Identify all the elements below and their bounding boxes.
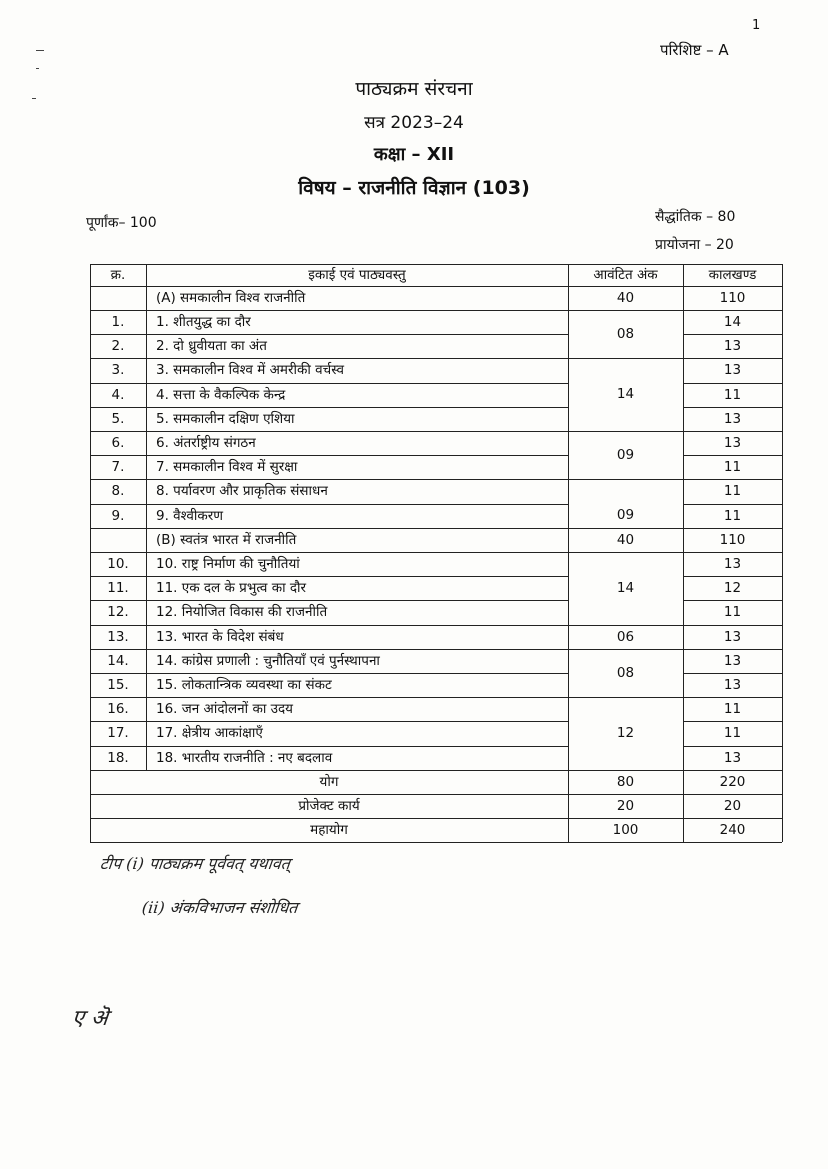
row-title: 6. अंतर्राष्ट्रीय संगठन bbox=[156, 435, 256, 451]
handwritten-note-2: (ii) अंकविभाजन संशोधित bbox=[140, 898, 299, 917]
row-periods: 13 bbox=[723, 338, 742, 355]
project-marks: प्रायोजना – 20 bbox=[655, 237, 734, 253]
row-title: 11. एक दल के प्रभुत्व का दौर bbox=[156, 580, 307, 597]
total-label: प्रोजेक्ट कार्य bbox=[298, 797, 360, 814]
total-periods-value: 240 bbox=[719, 821, 746, 838]
row-periods: 11 bbox=[723, 483, 742, 500]
row-serial: 8. bbox=[111, 483, 125, 500]
row-serial: 9. bbox=[111, 507, 125, 524]
table-rule bbox=[90, 842, 782, 843]
row-title: 5. समकालीन दक्षिण एशिया bbox=[156, 410, 295, 427]
row-title: 2. दो ध्रुवीयता का अंत bbox=[156, 338, 267, 355]
row-title: 9. वैश्वीकरण bbox=[156, 507, 224, 524]
scan-mark bbox=[36, 68, 39, 69]
total-periods-value: 220 bbox=[719, 773, 746, 790]
row-title: 1. शीतयुद्ध का दौर bbox=[156, 314, 251, 330]
row-periods: 13 bbox=[723, 362, 742, 379]
group-marks: 08 bbox=[616, 326, 635, 342]
total-marks-value: 100 bbox=[612, 821, 639, 838]
group-marks: 09 bbox=[616, 507, 635, 524]
group-marks: 09 bbox=[616, 447, 635, 463]
total-label: योग bbox=[319, 773, 339, 790]
row-periods: 13 bbox=[723, 556, 742, 572]
row-periods: 11 bbox=[723, 459, 742, 476]
row-periods: 11 bbox=[723, 386, 742, 403]
class-heading: कक्षा – XII bbox=[373, 144, 455, 165]
header-marks: आवंटित अंक bbox=[593, 267, 658, 283]
row-serial: 15. bbox=[107, 677, 129, 693]
section-b-label: (B) स्वतंत्र भारत में राजनीति bbox=[156, 531, 297, 548]
table-rule bbox=[568, 770, 569, 842]
row-title: 7. समकालीन विश्व में सुरक्षा bbox=[156, 459, 298, 476]
row-title: 13. भारत के विदेश संबंध bbox=[156, 628, 284, 645]
table-rule bbox=[146, 264, 147, 770]
row-title: 14. कांग्रेस प्रणाली : चुनौतियाँ एवं पुर्नस्थापना bbox=[156, 652, 380, 669]
signature: ए ऄ bbox=[70, 1006, 110, 1031]
row-title: 18. भारतीय राजनीति : नए बदलाव bbox=[156, 749, 333, 766]
row-periods: 13 bbox=[723, 435, 742, 451]
row-serial: 2. bbox=[111, 338, 125, 355]
row-serial: 11. bbox=[107, 580, 129, 597]
group-marks: 12 bbox=[616, 725, 635, 742]
row-periods: 11 bbox=[723, 725, 742, 742]
row-serial: 1. bbox=[111, 314, 125, 330]
row-title: 4. सत्ता के वैकल्पिक केन्द्र bbox=[156, 386, 286, 403]
row-title: 10. राष्ट्र निर्माण की चुनौतियां bbox=[156, 556, 300, 572]
row-periods: 11 bbox=[723, 701, 742, 718]
theory-marks: सैद्धांतिक – 80 bbox=[655, 209, 736, 225]
group-marks: 08 bbox=[616, 664, 635, 681]
total-periods-value: 20 bbox=[723, 797, 742, 814]
row-serial: 10. bbox=[107, 556, 129, 572]
row-serial: 6. bbox=[111, 435, 125, 451]
row-serial: 18. bbox=[107, 749, 129, 766]
group-marks: 14 bbox=[616, 386, 635, 403]
row-serial: 7. bbox=[111, 459, 125, 476]
table-rule bbox=[683, 770, 684, 842]
subject-heading: विषय – राजनीति विज्ञान (103) bbox=[298, 177, 530, 199]
group-marks: 06 bbox=[616, 628, 635, 645]
group-marks: 14 bbox=[616, 580, 635, 596]
row-title: 8. पर्यावरण और प्राकृतिक संसाधन bbox=[156, 483, 328, 500]
row-periods: 11 bbox=[723, 604, 742, 621]
table-rule bbox=[782, 264, 783, 842]
table-rule bbox=[90, 770, 91, 842]
row-title: 16. जन आंदोलनों का उदय bbox=[156, 701, 294, 718]
row-serial: 12. bbox=[107, 604, 129, 621]
row-periods: 12 bbox=[723, 580, 742, 597]
header-periods: कालखण्ड bbox=[708, 267, 757, 283]
row-serial: 14. bbox=[107, 652, 129, 669]
section-b-periods: 110 bbox=[719, 531, 746, 548]
section-b-marks: 40 bbox=[616, 531, 635, 548]
row-title: 17. क्षेत्रीय आकांक्षाएँ bbox=[156, 725, 263, 742]
row-periods: 11 bbox=[723, 507, 742, 524]
syllabus-heading: पाठ्यक्रम संरचना bbox=[355, 78, 473, 100]
handwritten-note-1: टीप (i) पाठ्यक्रम पूर्ववत् यथावत् bbox=[98, 854, 292, 873]
total-marks-value: 80 bbox=[616, 773, 635, 790]
scan-mark bbox=[36, 50, 44, 51]
row-serial: 16. bbox=[107, 701, 129, 718]
page-number: 1 bbox=[752, 18, 761, 33]
row-serial: 17. bbox=[107, 725, 129, 742]
row-serial: 3. bbox=[111, 362, 125, 379]
row-serial: 13. bbox=[107, 628, 129, 645]
header-unit: इकाई एवं पाठ्यवस्तु bbox=[308, 267, 406, 283]
header-serial: क्र. bbox=[110, 267, 126, 283]
total-marks-value: 20 bbox=[616, 797, 635, 814]
row-serial: 4. bbox=[111, 386, 125, 403]
section-a-label: (A) समकालीन विश्व राजनीति bbox=[156, 290, 306, 306]
total-label: महायोग bbox=[310, 821, 348, 838]
section-a-marks: 40 bbox=[616, 290, 635, 306]
row-periods: 13 bbox=[723, 652, 742, 669]
row-periods: 13 bbox=[723, 677, 742, 693]
section-a-periods: 110 bbox=[719, 290, 746, 306]
row-title: 15. लोकतान्त्रिक व्यवस्था का संकट bbox=[156, 677, 332, 693]
row-periods: 14 bbox=[723, 314, 742, 330]
row-serial: 5. bbox=[111, 410, 125, 427]
appendix-label: परिशिष्ट – A bbox=[660, 41, 729, 59]
total-marks: पूर्णांक– 100 bbox=[86, 215, 157, 231]
row-periods: 13 bbox=[723, 410, 742, 427]
session-heading: सत्र 2023–24 bbox=[364, 113, 464, 133]
row-title: 12. नियोजित विकास की राजनीति bbox=[156, 604, 328, 621]
row-periods: 13 bbox=[723, 749, 742, 766]
row-periods: 13 bbox=[723, 628, 742, 645]
row-title: 3. समकालीन विश्व में अमरीकी वर्चस्व bbox=[156, 362, 344, 379]
